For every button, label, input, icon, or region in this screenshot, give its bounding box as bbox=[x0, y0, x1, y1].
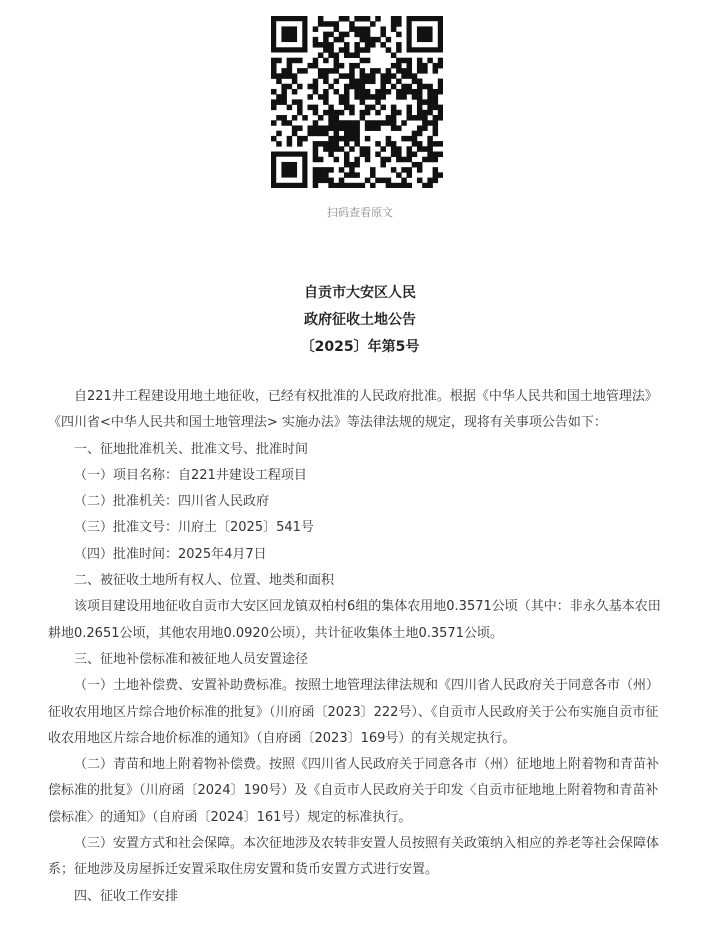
body-paragraph: 该项目建设用地征收自贡市大安区回龙镇双柏村6组的集体农用地0.3571公顷（其中：非永久基本农田耕地0.2651公顷，其他农用地0.0920公顷），共计征收集体土地0.3571公顷。 bbox=[48, 599, 661, 641]
qr-caption: 扫码查看原文 bbox=[327, 206, 393, 219]
section-heading: 三、征地补偿标准和被征地人员安置途径 bbox=[74, 651, 309, 667]
section-heading: 四、征收工作安排 bbox=[74, 888, 179, 904]
section-heading: 一、征地批准机关、批准文号、批准时间 bbox=[74, 441, 309, 457]
list-item: （一）项目名称：自221井建设工程项目 bbox=[74, 467, 307, 483]
body-paragraph: （一）土地补偿费、安置补助费标准。按照土地管理法律法规和《四川省人民政府关于同意各市（州）征收农用地区片综合地价标准的批复》（川府函〔2023〕222号）、《自贡市人民政府关于公布实施自贡市征收农用地区片综合地价标准的通知》（自府函〔2023〕169号）的有关规定执行。 bbox=[48, 678, 660, 746]
title-line-3: 〔2025〕年第5号 bbox=[300, 339, 420, 355]
list-item: （四）批准时间：2025年4月7日 bbox=[74, 546, 267, 562]
section-heading: 二、被征收土地所有权人、位置、地类和面积 bbox=[74, 573, 335, 589]
title-line-1: 自贡市大安区人民 bbox=[304, 285, 416, 301]
qr-code bbox=[271, 16, 443, 188]
list-item: （二）批准机关：四川省人民政府 bbox=[74, 494, 270, 510]
body-paragraph: （三）安置方式和社会保障。本次征地涉及农转非安置人员按照有关政策纳入相应的养老等社会保障体系；征地涉及房屋拆迁安置采取住房安置和货币安置方式进行安置。 bbox=[48, 836, 660, 878]
body-paragraph: （二）青苗和地上附着物补偿费。按照《四川省人民政府关于同意各市（州）征地地上附着物和青苗补偿标准的批复》（川府函〔2024〕190号）及《自贡市人民政府关于印发〈自贡市征地地上附着物和青苗补偿标准〉的通知》（自府函〔2024〕161号）规定的标准执行。 bbox=[48, 757, 660, 825]
title-line-2: 政府征收土地公告 bbox=[304, 312, 416, 328]
notice-body bbox=[48, 384, 668, 910]
intro-paragraph: 自221井工程建设用地土地征收，已经有权批准的人民政府批准。根据《中华人民共和国土地管理法》《四川省<中华人民共和国土地管理法> 实施办法》等法律法规的规定，现将有关事项公告如下： bbox=[48, 389, 658, 431]
list-item: （三）批准文号：川府土〔2025〕541号 bbox=[74, 520, 314, 536]
notice-title bbox=[0, 280, 720, 361]
qr-code-graphic bbox=[271, 16, 443, 188]
